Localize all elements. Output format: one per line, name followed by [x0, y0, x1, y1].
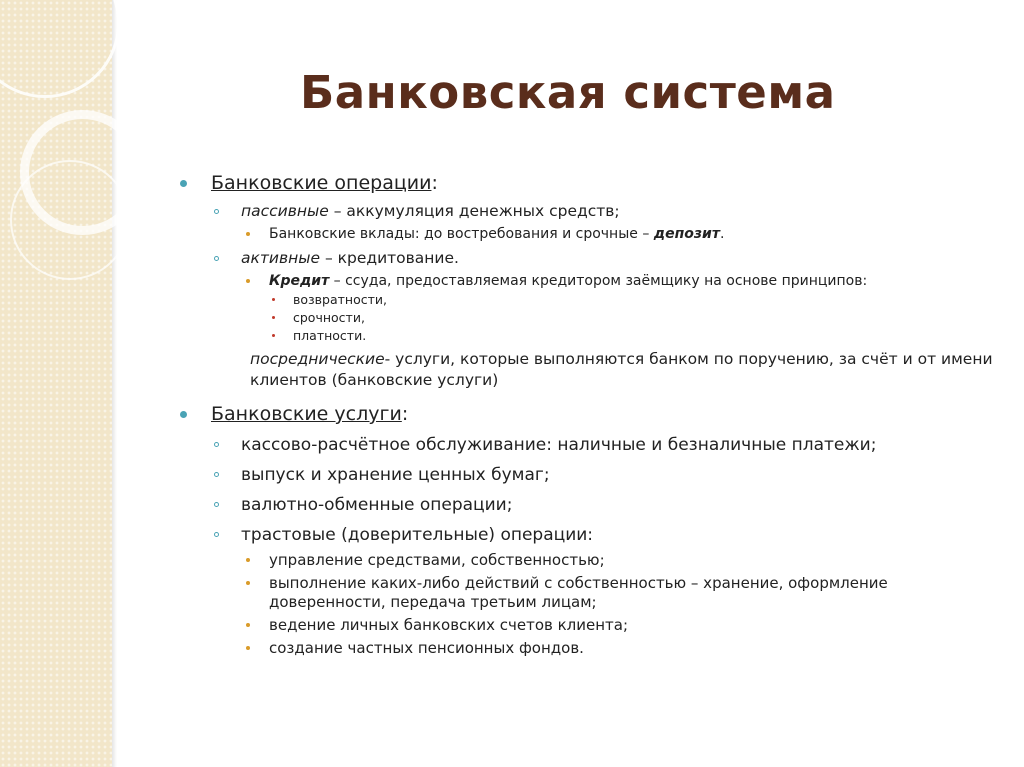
- list-item-deposit: Банковские вклады: до востребования и срочные – депозит.: [180, 225, 1000, 243]
- list-item-principle: возвратности,: [180, 292, 1000, 308]
- list-item-principle: срочности,: [180, 310, 1000, 326]
- list-item-service: валютно-обменные операции;: [180, 494, 1000, 517]
- list-item-service: выпуск и хранение ценных бумаг;: [180, 464, 1000, 487]
- slide-title: Банковская система: [300, 66, 836, 119]
- list-item-mediation: посреднические- услуги, которые выполняются банком по поручению, за счёт и от имени клиентов (банковские услуги): [250, 350, 993, 389]
- list-item-active: активные – кредитование.: [180, 248, 1000, 269]
- list-item-credit: Кредит – ссуда, предоставляемая кредитором заёмщику на основе принципов:: [180, 272, 1000, 290]
- list-item-passive: пассивные – аккумуляция денежных средств;: [180, 201, 1000, 222]
- list-item-operations: Банковские операции:: [180, 170, 1000, 196]
- side-panel-shadow: [112, 0, 117, 767]
- list-item-principle: платности.: [180, 328, 1000, 344]
- list-item-services: Банковские услуги:: [180, 401, 1000, 427]
- decorative-ring: [10, 160, 130, 280]
- list-item-trust: выполнение каких-либо действий с собственностью – хранение, оформление доверенности, передача третьим лицам;: [180, 574, 1000, 612]
- list-item-trust: создание частных пенсионных фондов.: [180, 639, 1000, 658]
- list-item-service: трастовые (доверительные) операции:: [180, 524, 1000, 547]
- list-item-trust: ведение личных банковских счетов клиента;: [180, 616, 1000, 635]
- slide-content: [180, 163, 1000, 658]
- list-item-service: кассово-расчётное обслуживание: наличные и безналичные платежи;: [180, 434, 1000, 457]
- list-item-trust: управление средствами, собственностью;: [180, 551, 1000, 570]
